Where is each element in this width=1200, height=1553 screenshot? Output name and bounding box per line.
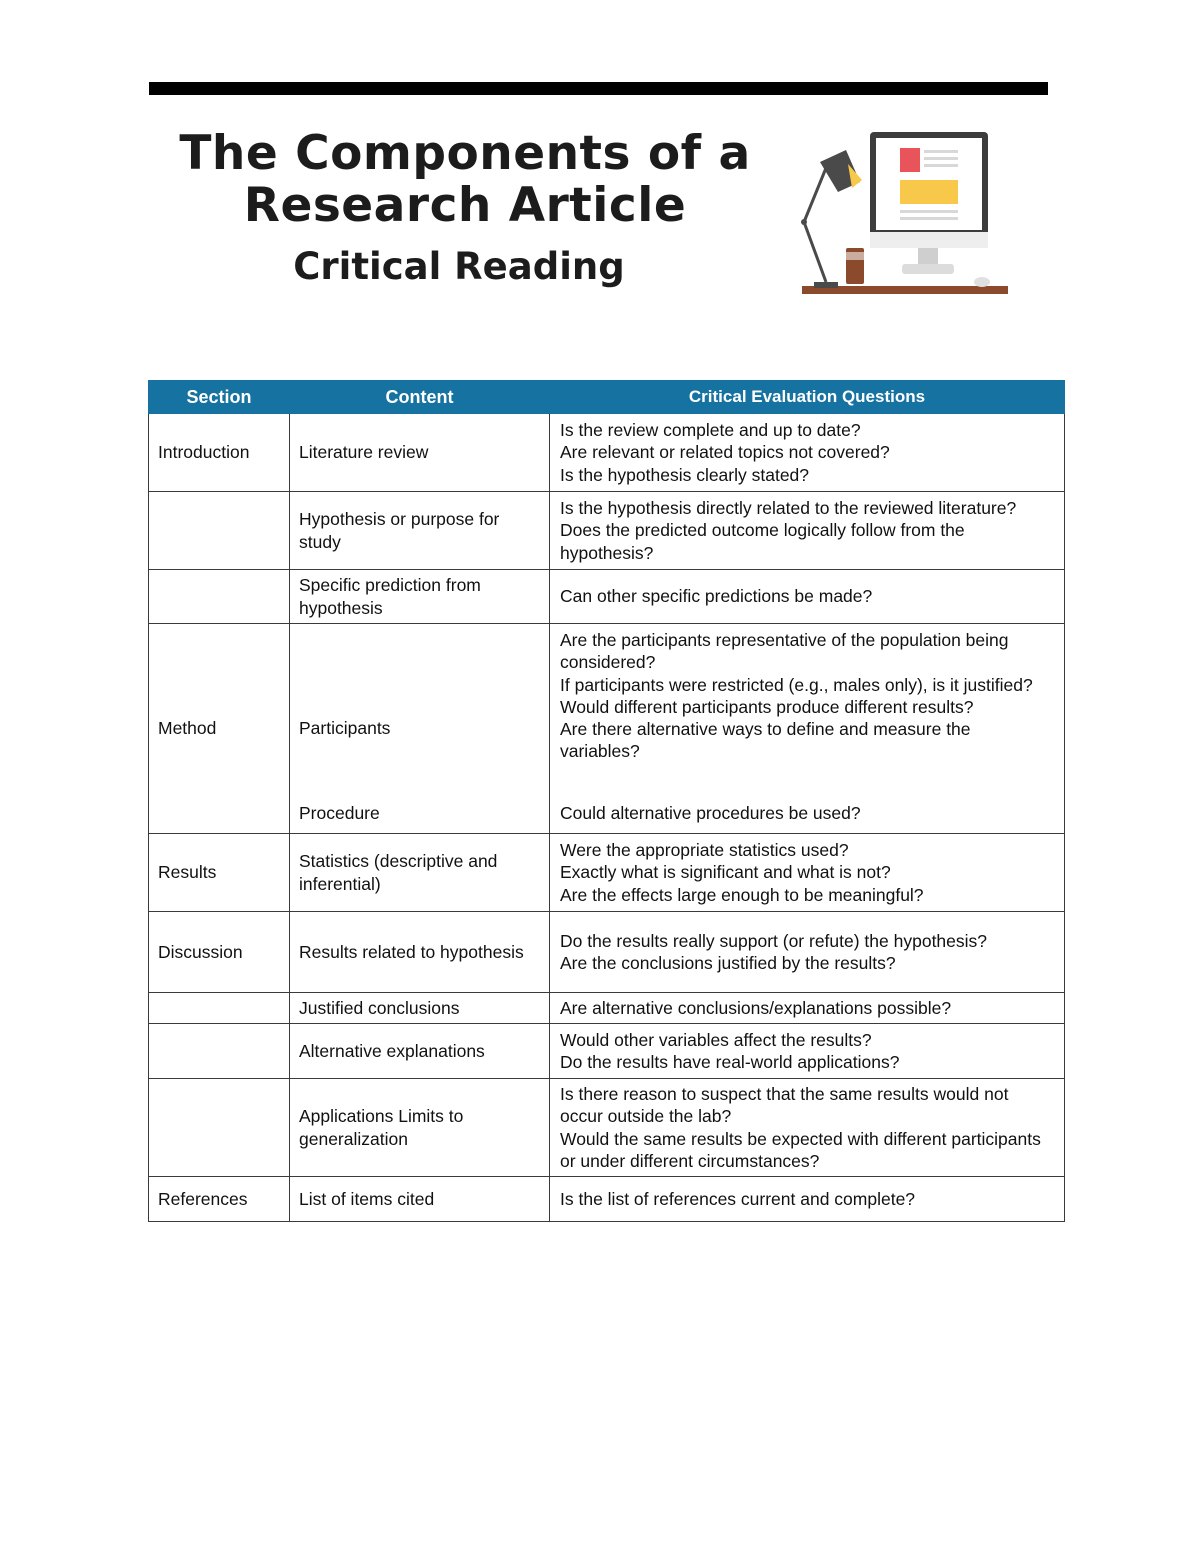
questions-cell bbox=[550, 1079, 1065, 1177]
questions-cell bbox=[550, 570, 1065, 624]
content-cell: Hypothesis or purpose for study bbox=[290, 492, 550, 570]
content-cell: Applications Limits to generalization bbox=[290, 1079, 550, 1177]
question-text: Would the same results be expected with different participants or under different circumstances? bbox=[560, 1128, 1041, 1171]
section-cell bbox=[149, 1079, 290, 1177]
questions-cell bbox=[550, 624, 1065, 834]
table-row bbox=[149, 570, 1065, 624]
table-row bbox=[149, 624, 1065, 834]
questions-cell bbox=[550, 1177, 1065, 1222]
question-text: Do the results have real-world applications? bbox=[560, 1052, 900, 1072]
table-row bbox=[149, 993, 1065, 1024]
question-text: Is there reason to suspect that the same results would not occur outside the lab? bbox=[560, 1083, 1009, 1127]
section-cell: References bbox=[149, 1177, 290, 1222]
question-text: Do the results really support (or refute) the hypothesis? bbox=[560, 930, 988, 951]
question-text: Is the review complete and up to date? bbox=[560, 420, 861, 441]
question-text: Are there alternative ways to define and measure the variables? bbox=[560, 719, 971, 762]
section-cell bbox=[149, 570, 290, 624]
header-questions: Critical Evaluation Questions bbox=[550, 381, 1065, 414]
content-cell: List of items cited bbox=[290, 1177, 550, 1222]
section-cell: Results bbox=[149, 834, 290, 912]
header-content: Content bbox=[290, 381, 550, 414]
page-title bbox=[150, 128, 780, 232]
question-text: Are the participants representative of the population being considered? bbox=[560, 630, 1009, 673]
questions-cell bbox=[550, 834, 1065, 912]
section-cell: Method bbox=[149, 624, 290, 834]
table-row bbox=[149, 414, 1065, 492]
section-cell bbox=[149, 993, 290, 1024]
question-text: If participants were restricted (e.g., males only), is it justified? Would different participants produce different results? bbox=[560, 674, 1033, 717]
page-subtitle: Critical Reading bbox=[293, 245, 625, 288]
title-line-2: Research Article bbox=[243, 178, 687, 233]
question-text-extra: Could alternative procedures be used? bbox=[560, 802, 861, 823]
question-text: Can other specific predictions be made? bbox=[560, 586, 873, 607]
questions-cell bbox=[550, 993, 1065, 1024]
section-cell: Introduction bbox=[149, 414, 290, 492]
content-cell: Literature review bbox=[290, 414, 550, 492]
section-cell bbox=[149, 492, 290, 570]
header-section: Section bbox=[149, 381, 290, 414]
questions-cell bbox=[550, 492, 1065, 570]
questions-cell bbox=[550, 414, 1065, 492]
section-cell: Discussion bbox=[149, 912, 290, 993]
question-text: Are the effects large enough to be meaningful? bbox=[560, 884, 924, 905]
content-cell: Statistics (descriptive and inferential) bbox=[290, 834, 550, 912]
top-rule bbox=[149, 82, 1048, 95]
table-row bbox=[149, 1024, 1065, 1079]
content-cell: Justified conclusions bbox=[290, 993, 550, 1024]
question-text: Does the predicted outcome logically follow from the hypothesis? bbox=[560, 520, 965, 563]
table-row bbox=[149, 492, 1065, 570]
content-cell bbox=[290, 624, 550, 834]
table-row bbox=[149, 1079, 1065, 1177]
question-text: Exactly what is significant and what is not? bbox=[560, 862, 891, 883]
table-row bbox=[149, 1177, 1065, 1222]
components-table bbox=[148, 380, 1065, 1222]
desk-lamp-computer-illustration bbox=[796, 124, 1012, 304]
questions-cell bbox=[550, 912, 1065, 993]
coffee-cup-icon bbox=[846, 248, 864, 284]
question-text: Were the appropriate statistics used? bbox=[560, 840, 849, 861]
table-row bbox=[149, 834, 1065, 912]
content-cell: Results related to hypothesis bbox=[290, 912, 550, 993]
question-text: Is the hypothesis clearly stated? bbox=[560, 464, 810, 485]
section-cell bbox=[149, 1024, 290, 1079]
content-cell: Alternative explanations bbox=[290, 1024, 550, 1079]
question-text: Is the hypothesis directly related to the reviewed literature? bbox=[560, 498, 1017, 519]
question-text: Are relevant or related topics not covered? bbox=[560, 442, 890, 463]
table-header-row bbox=[149, 381, 1065, 414]
content-text-extra: Procedure bbox=[299, 802, 380, 823]
question-text: Are alternative conclusions/explanations possible? bbox=[560, 997, 952, 1018]
question-text: Would other variables affect the results? bbox=[560, 1029, 872, 1050]
table-row bbox=[149, 912, 1065, 993]
title-line-1: The Components of a bbox=[179, 126, 751, 181]
question-text: Are the conclusions justified by the results? bbox=[560, 953, 896, 973]
questions-cell bbox=[550, 1024, 1065, 1079]
content-text: Participants bbox=[299, 718, 391, 739]
content-cell: Specific prediction from hypothesis bbox=[290, 570, 550, 624]
question-text: Is the list of references current and complete? bbox=[560, 1188, 916, 1209]
